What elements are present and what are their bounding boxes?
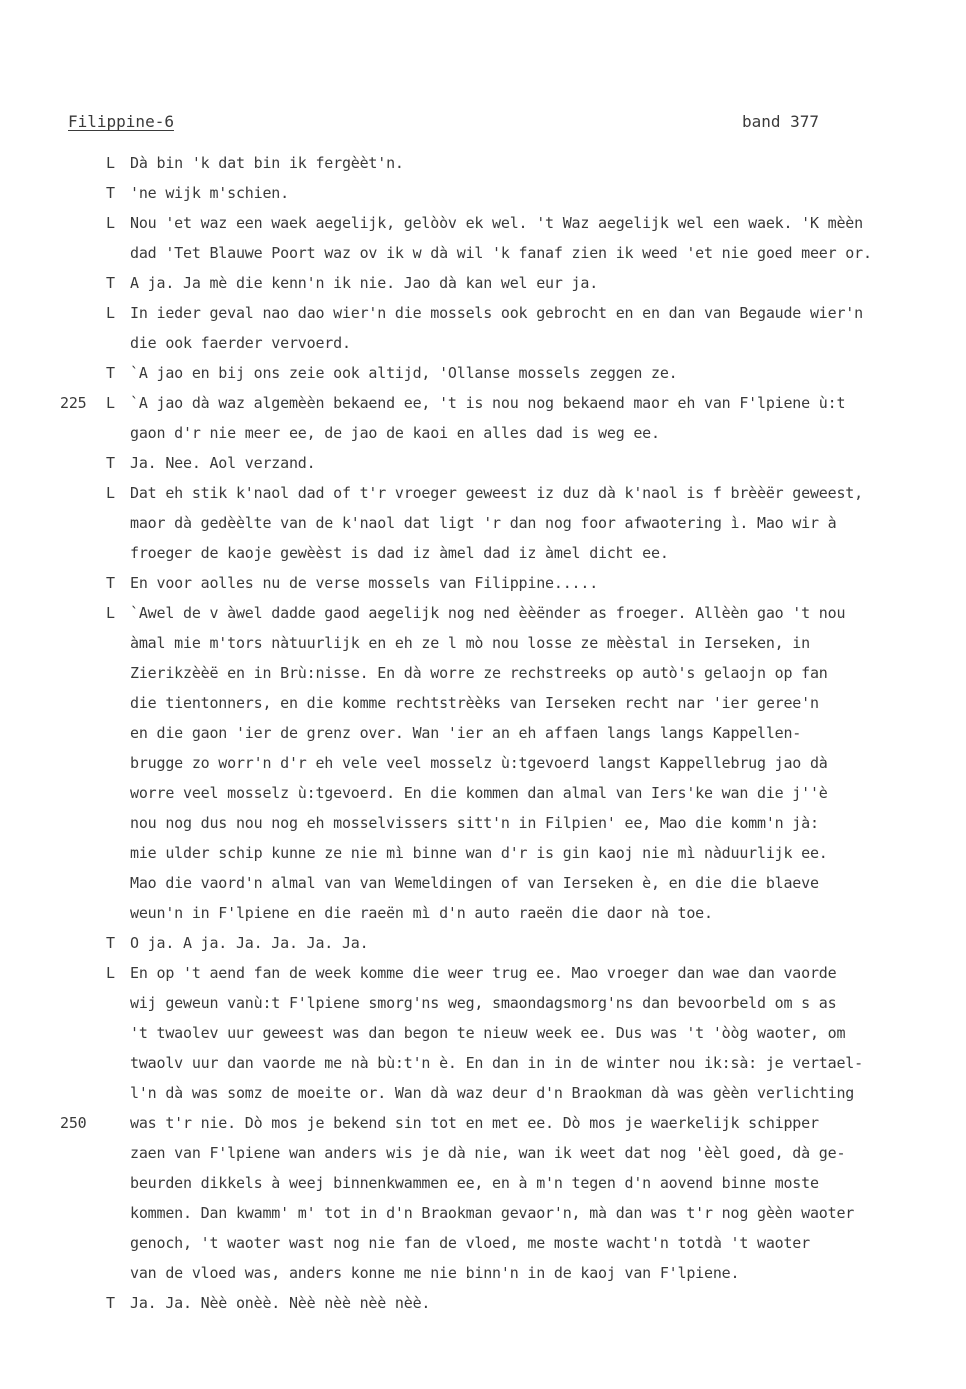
transcript-line <box>0 1258 966 1288</box>
utterance-text: Zierikzèèë en in Brù:nisse. En dà worre ze rechstreeks op autò's gelaojn op fan <box>130 664 828 682</box>
speaker-label: T <box>106 574 115 592</box>
utterance-text: gaon d'r nie meer ee, de jao de kaoi en alles dad is weg ee. <box>130 424 660 442</box>
transcript-line <box>0 1018 966 1048</box>
utterance-text: In ieder geval nao dao wier'n die mossels ook gebrocht en en dan van Begaude wier'n <box>130 304 863 322</box>
speaker-label: L <box>106 154 115 172</box>
utterance-text: beurden dikkels à weej binnenkwammen ee, en à m'n tegen d'n aovend binne moste <box>130 1174 819 1192</box>
utterance-text: En op 't aend fan de week komme die weer trug ee. Mao vroeger dan wae dan vaorde <box>130 964 837 982</box>
utterance-text: En voor aolles nu de verse mossels van Filippine..... <box>130 574 599 592</box>
transcript-line <box>0 238 966 268</box>
utterance-text: kommen. Dan kwamm' m' tot in d'n Braokman gevaor'n, mà dan was t'r nog gèèn waoter <box>130 1204 855 1222</box>
utterance-text: `A jao en bij ons zeie ook altijd, 'Ollanse mossels zeggen ze. <box>130 364 678 382</box>
transcript-body <box>0 148 966 1318</box>
transcript-line <box>0 568 966 598</box>
document-title: Filippine-6 <box>68 112 174 131</box>
utterance-text: was t'r nie. Dò mos je bekend sin tot en met ee. Dò mos je waerkelijk schipper <box>130 1114 819 1132</box>
speaker-label: L <box>106 964 115 982</box>
transcript-line <box>0 958 966 988</box>
utterance-text: àmal mie m'tors nàtuurlijk en eh ze l mò nou losse ze mèèstal in Ierseken, in <box>130 634 810 652</box>
transcript-line <box>0 358 966 388</box>
utterance-text: worre veel mosselz ù:tgevoerd. En die kommen dan almal van Iers'ke wan die j''è <box>130 784 828 802</box>
utterance-text: O ja. A ja. Ja. Ja. Ja. Ja. <box>130 934 369 952</box>
line-number: 250 <box>60 1114 87 1132</box>
utterance-text: maor dà gedèèlte van de k'naol dat ligt 'r dan nog foor afwaotering ì. Mao wir à <box>130 514 837 532</box>
utterance-text: A ja. Ja mè die kenn'n ik nie. Jao dà kan wel eur ja. <box>130 274 599 292</box>
utterance-text: 't twaolev uur geweest was dan begon te nieuw week ee. Dus was 't 'òòg waoter, om <box>130 1024 846 1042</box>
utterance-text: en die gaon 'ier de grenz over. Wan 'ier an eh affaen langs langs Kappellen- <box>130 724 802 742</box>
utterance-text: brugge zo worr'n d'r eh vele veel mosselz ù:tgevoerd langst Kappellebrug jao dà <box>130 754 828 772</box>
transcript-line <box>0 418 966 448</box>
utterance-text: wij geweun vanù:t F'lpiene smorg'ns weg, smaondagsmorg'ns dan bevoorbeld om s as <box>130 994 837 1012</box>
utterance-text: Ja. Nee. Aol verzand. <box>130 454 316 472</box>
utterance-text: mie ulder schip kunne ze nie mì binne wan d'r is gin kaoj nie mì nàduurlijk ee. <box>130 844 828 862</box>
transcript-line <box>0 898 966 928</box>
transcript-line <box>0 838 966 868</box>
transcript-line <box>0 1168 966 1198</box>
utterance-text: Dat eh stik k'naol dad of t'r vroeger geweest iz duz dà k'naol is f brèèër geweest, <box>130 484 863 502</box>
utterance-text: weun'n in F'lpiene en die raeën mì d'n auto raeën die daor nà toe. <box>130 904 713 922</box>
utterance-text: dad 'Tet Blauwe Poort waz ov ik w dà wil 'k fanaf zien ik weed 'et nie goed meer or. <box>130 244 872 262</box>
transcript-line <box>0 148 966 178</box>
transcript-line <box>0 328 966 358</box>
transcript-line <box>0 538 966 568</box>
transcript-line <box>0 748 966 778</box>
transcript-line <box>0 628 966 658</box>
utterance-text: van de vloed was, anders konne me nie binn'n in de kaoj van F'lpiene. <box>130 1264 740 1282</box>
transcript-line <box>0 1288 966 1318</box>
speaker-label: L <box>106 604 115 622</box>
transcript-line <box>0 388 966 418</box>
transcript-line <box>0 1108 966 1138</box>
speaker-label: T <box>106 934 115 952</box>
utterance-text: zaen van F'lpiene wan anders wis je dà nie, wan ik weet dat nog 'èèl goed, dà ge- <box>130 1144 846 1162</box>
speaker-label: T <box>106 184 115 202</box>
utterance-text: 'ne wijk m'schien. <box>130 184 289 202</box>
transcript-line <box>0 1048 966 1078</box>
transcript-line <box>0 478 966 508</box>
transcript-line <box>0 448 966 478</box>
speaker-label: T <box>106 454 115 472</box>
utterance-text: genoch, 't waoter wast nog nie fan de vloed, me moste wacht'n totdà 't waoter <box>130 1234 810 1252</box>
utterance-text: `A jao dà waz algemèèn bekaend ee, 't is nou nog bekaend maor eh van F'lpiene ù:t <box>130 394 846 412</box>
utterance-text: Nou 'et waz een waek aegelijk, gelòòv ek wel. 't Waz aegelijk wel een waek. 'K mèèn <box>130 214 863 232</box>
transcript-line <box>0 268 966 298</box>
transcript-line <box>0 1138 966 1168</box>
speaker-label: L <box>106 214 115 232</box>
transcript-line <box>0 868 966 898</box>
transcript-line <box>0 688 966 718</box>
transcript-line <box>0 178 966 208</box>
transcript-line <box>0 208 966 238</box>
utterance-text: die ook faerder vervoerd. <box>130 334 351 352</box>
utterance-text: l'n dà was somz de moeite or. Wan dà waz deur d'n Braokman dà was gèèn verlichting <box>130 1084 855 1102</box>
speaker-label: L <box>106 304 115 322</box>
transcript-line <box>0 1198 966 1228</box>
speaker-label: T <box>106 274 115 292</box>
utterance-text: twaolv uur dan vaorde me nà bù:t'n è. En dan in in de winter nou ik:sà: je vertael- <box>130 1054 863 1072</box>
transcript-line <box>0 1078 966 1108</box>
speaker-label: L <box>106 394 115 412</box>
line-number: 225 <box>60 394 87 412</box>
transcript-line <box>0 1228 966 1258</box>
transcript-line <box>0 808 966 838</box>
transcript-line <box>0 298 966 328</box>
transcript-line <box>0 778 966 808</box>
utterance-text: `Awel de v àwel dadde gaod aegelijk nog ned èèënder as froeger. Allèèn gao 't nou <box>130 604 846 622</box>
utterance-text: Dà bin 'k dat bin ik fergèèt'n. <box>130 154 404 172</box>
transcript-line <box>0 988 966 1018</box>
utterance-text: Ja. Ja. Nèè onèè. Nèè nèè nèè nèè. <box>130 1294 431 1312</box>
transcript-line <box>0 658 966 688</box>
utterance-text: die tientonners, en die komme rechtstrèèks van Ierseken recht nar 'ier geree'n <box>130 694 819 712</box>
speaker-label: T <box>106 364 115 382</box>
tape-number: band 377 <box>742 112 820 131</box>
utterance-text: froeger de kaoje gewèèst is dad iz àmel dad iz àmel dicht ee. <box>130 544 669 562</box>
transcript-line <box>0 928 966 958</box>
speaker-label: L <box>106 484 115 502</box>
utterance-text: Mao die vaord'n almal van van Wemeldingen of van Ierseken è, en die die blaeve <box>130 874 819 892</box>
transcript-line <box>0 718 966 748</box>
transcript-line <box>0 598 966 628</box>
speaker-label: T <box>106 1294 115 1312</box>
utterance-text: nou nog dus nou nog eh mosselvissers sitt'n in Filpien' ee, Mao die komm'n jà: <box>130 814 819 832</box>
transcript-line <box>0 508 966 538</box>
